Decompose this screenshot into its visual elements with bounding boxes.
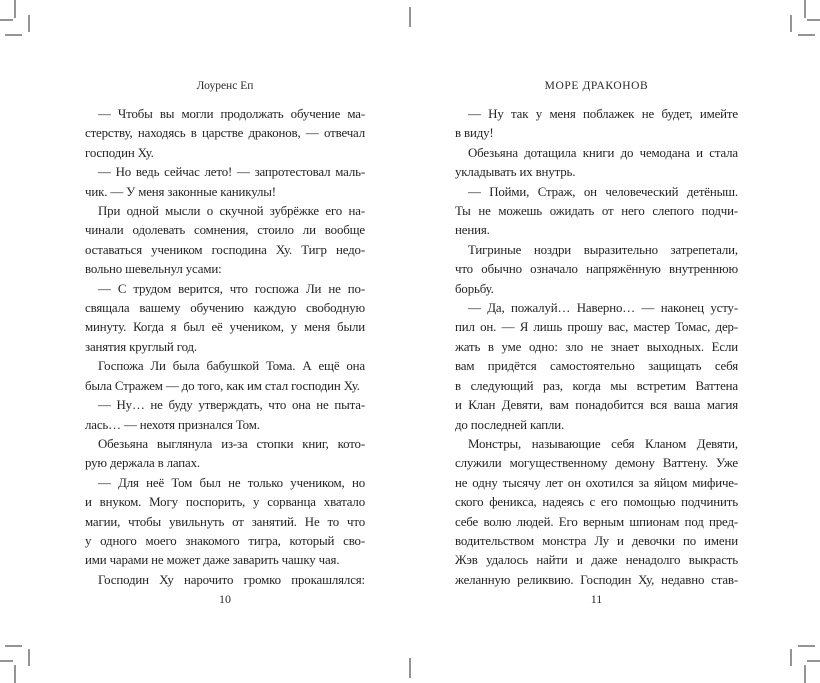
page-right [455, 0, 738, 683]
text-line: в следующий раз, когда мы встретим Ваттена [455, 378, 738, 393]
text-line: у одного моего знакомого тигра, который сво- [85, 533, 365, 548]
text-line: — Ну так у меня поблажек не будет, имейте [468, 107, 738, 121]
text-line: свящала вашему обучению каждую свободную [85, 301, 365, 316]
text-line: занятия круглый год. [85, 339, 197, 354]
crop-mark-bottom-right-horizontal-inner [798, 645, 815, 647]
crop-mark-center-top-tick [409, 7, 411, 27]
crop-mark-bottom-right-vertical-outer [804, 665, 806, 683]
text-line: магии, чтобы увильнуть от занятий. Не то что [85, 514, 365, 529]
text-line: господин Ху. [85, 145, 154, 160]
page-left [85, 0, 365, 683]
text-line: нения. [455, 223, 490, 238]
text-line: — Пойми, Страж, он человеческий детёныш. [468, 184, 738, 199]
text-line: Обезьяна дотащила книги до чемодана и стала [468, 145, 738, 160]
text-line: чинали одолевать сомнения, стоило ли вообще [85, 223, 365, 238]
text-line: При одной мысли о скучной зубрёжке его на- [98, 204, 365, 219]
crop-mark-top-right-vertical-inner [790, 15, 792, 32]
text-line: вам придётся самостоятельно защищать себя [455, 359, 738, 374]
text-line: служили могущественному демону Ваттену. Уже [455, 456, 738, 471]
text-line: до последней капли. [455, 417, 565, 432]
text-line: — Для неё Том был не только учеником, но [98, 475, 365, 490]
text-line: Монстры, называющие себя Кланом Девяти, [468, 436, 738, 451]
page-number-left: 10 [219, 592, 231, 606]
page-number-right: 11 [590, 592, 603, 606]
running-head-book-title: МОРЕ ДРАКОНОВ [544, 80, 649, 92]
text-line: борьбу. [455, 281, 494, 296]
text-line: чик. — У меня законные каникулы! [85, 184, 276, 199]
crop-mark-top-right-vertical-outer [804, 0, 806, 18]
crop-mark-top-right-horizontal-outer [807, 19, 820, 21]
text-line: пил он. — Я лишь прошу вас, мастер Томас, дер- [455, 320, 738, 335]
text-line: не одну тысячу лет он охотился за яйцом мифиче- [455, 475, 738, 490]
text-line: рую держала в лапах. [85, 456, 200, 471]
page-right-body-text [455, 105, 738, 590]
text-line: стерству, находясь в царстве драконов, — отвечал [85, 126, 365, 141]
running-head-author: Лоуренс Еп [196, 80, 254, 92]
text-line: Жэв удалось найти и даже ненадолго выкрасть [455, 553, 738, 568]
text-line: жать в уме одно: зло не знает выходных. Если [455, 339, 738, 354]
text-line: оставаться учеником господина Ху. Тигр недо- [85, 242, 365, 257]
text-line: и внуком. Могу поспорить, у сорванца хватало [85, 495, 365, 510]
crop-mark-bottom-left-horizontal-inner [5, 645, 22, 647]
crop-mark-bottom-right-vertical-inner [790, 649, 792, 666]
crop-mark-bottom-left-vertical-outer [14, 665, 16, 683]
text-line: — Но ведь сейчас лето! — запротестовал маль- [98, 165, 365, 180]
text-line: Господин Ху нарочито громко прокашлялся: [98, 572, 365, 587]
text-line: — Ну… не буду утверждать, что она не пыта- [98, 398, 365, 413]
text-line: Обезьяна выглянула из-за стопки книг, кото- [98, 436, 365, 451]
crop-mark-top-right-horizontal-inner [798, 34, 815, 36]
text-line: себе волю людей. Его верным шпионам под пред- [455, 514, 738, 529]
text-line: лась… — нехотя признался Том. [85, 417, 260, 432]
crop-mark-top-left-horizontal-outer [0, 19, 13, 21]
text-line: — С трудом верится, что госпожа Ли не по- [98, 281, 365, 296]
text-line: Тигриные ноздри выразительно затрепетали, [468, 242, 738, 257]
text-line: укладывать их внутрь. [455, 165, 576, 180]
text-line: водительством монстра Лу и девочки по имени [455, 533, 738, 548]
text-line: что обычно означало напряжённую внутреннюю [455, 262, 738, 277]
text-line: ими чарами не может даже заварить чашку чая. [85, 553, 340, 568]
text-line: — Чтобы вы могли продолжать обучение ма- [98, 107, 365, 121]
text-line: была Стражем — до того, как им стал господин Ху. [85, 378, 360, 393]
crop-mark-bottom-right-horizontal-outer [807, 660, 820, 662]
crop-mark-bottom-left-horizontal-outer [0, 660, 13, 662]
text-line: желанную реликвию. Господин Ху, недавно став- [455, 572, 738, 587]
crop-mark-top-left-horizontal-inner [5, 34, 22, 36]
text-line: — Да, пожалуй… Наверно… — наконец усту- [468, 301, 738, 316]
text-line: Ты не можешь ожидать от него слепого подчи- [455, 204, 738, 219]
text-line: минуту. Когда я был её учеником, у меня были [85, 320, 365, 335]
text-line: и Клан Девяти, вам понадобится вся ваша магия [455, 398, 738, 413]
text-line: вольно шевельнул усами: [85, 262, 222, 277]
page-left-body-text [85, 105, 365, 590]
text-line: Госпожа Ли была бабушкой Тома. А ещё она [98, 359, 365, 374]
text-line: в виду! [455, 126, 494, 141]
crop-mark-bottom-left-vertical-inner [28, 649, 30, 666]
text-line: ского феникса, надеясь с его помощью подчинить [455, 495, 738, 510]
crop-mark-top-left-vertical-outer [14, 0, 16, 18]
crop-mark-top-left-vertical-inner [28, 15, 30, 32]
crop-mark-center-bottom-tick [409, 658, 411, 678]
